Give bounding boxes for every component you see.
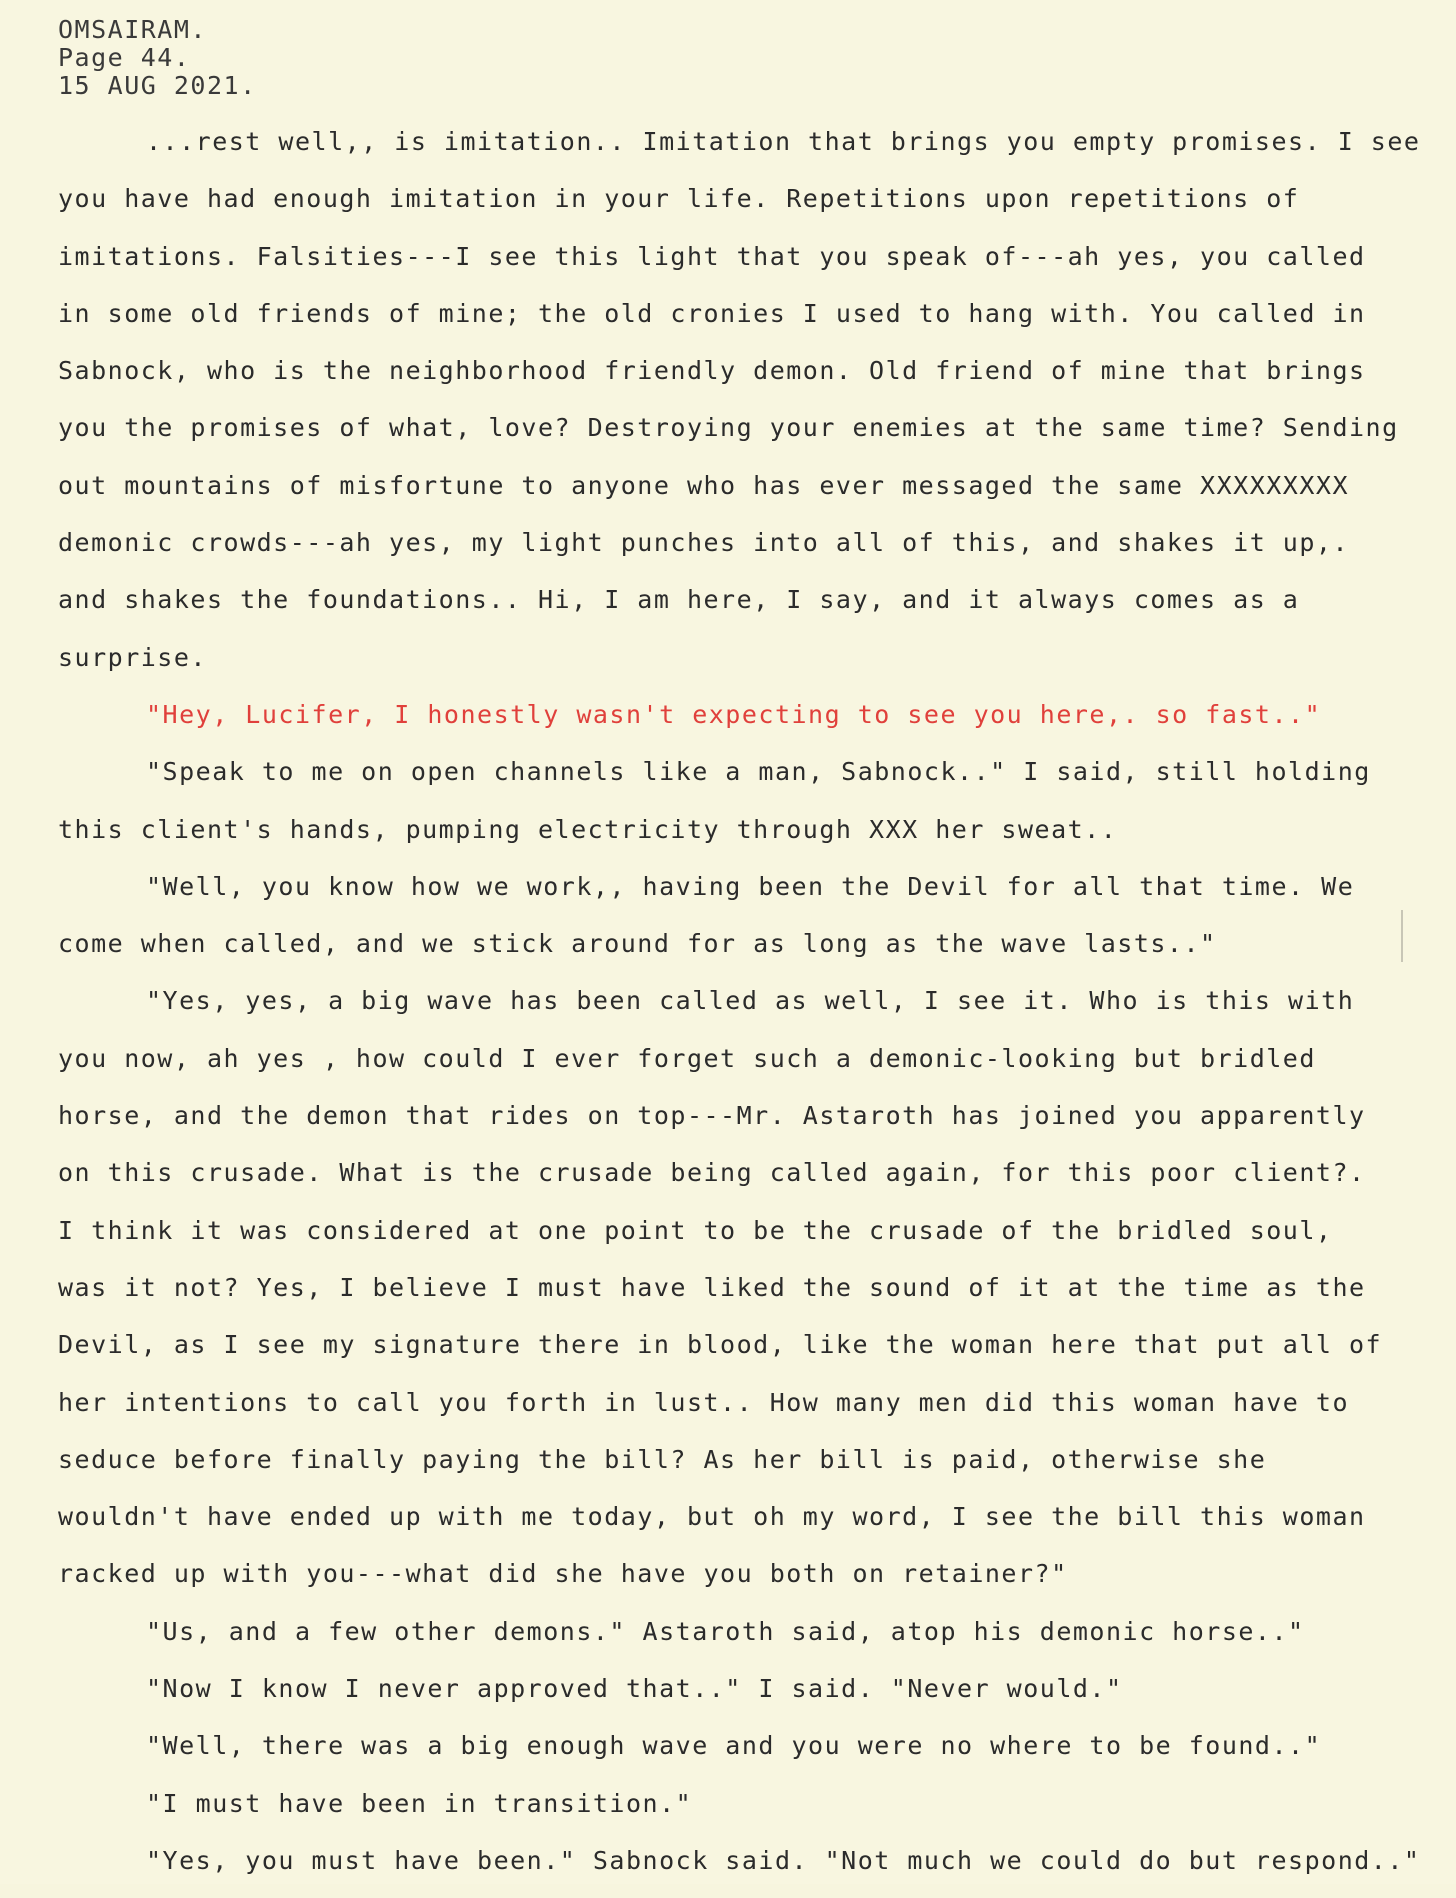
text-line: wouldn't have ended up with me today, but oh my word, I see the bill this woman [58,1502,1366,1532]
text-line: racked up with you---what did she have you both on retainer?" [58,1559,1068,1589]
text-line: imitations. Falsities---I see this light that you speak of---ah yes, you called [58,241,1366,271]
text-line: demonic crowds---ah yes, my light punches into all of this, and shakes it up,. [58,528,1349,558]
text-line: in some old friends of mine; the old cronies I used to hang with. You called in [58,298,1366,328]
text-line: you the promises of what, love? Destroying your enemies at the same time? Sending [58,413,1399,443]
margin-pencil-mark [1401,910,1403,962]
text-line: "Well, there was a big enough wave and you were no where to be found.." [146,1731,1322,1761]
text-line: Devil, as I see my signature there in blood, like the woman here that put all of [58,1330,1383,1360]
text-line: "Speak to me on open channels like a man, Sabnock.." I said, still holding [146,757,1371,787]
text-line: you have had enough imitation in your life. Repetitions upon repetitions of [58,184,1300,214]
text-line: "Yes, you must have been." Sabnock said. "Not much we could do but respond.." [146,1845,1421,1875]
text-line: out mountains of misfortune to anyone who has ever messaged the same XXXXXXXXX [58,470,1349,500]
text-line: seduce before finally paying the bill? As her bill is paid, otherwise she [58,1444,1267,1474]
text-line: was it not? Yes, I believe I must have liked the sound of it at the time as the [58,1272,1366,1302]
text-line: Sabnock, who is the neighborhood friendly demon. Old friend of mine that brings [58,356,1366,386]
text-line: you now, ah yes , how could I ever forget such a demonic-looking but bridled [58,1043,1316,1073]
header-date: 15 AUG 2021. [58,71,257,100]
text-line: this client's hands, pumping electricity through XXX her sweat.. [58,814,1118,844]
text-line: "I must have been in transition." [146,1788,693,1818]
header-title: OMSAIRAM. [58,15,207,44]
text-line: "Now I know I never approved that.." I said. "Never would." [146,1674,1123,1704]
text-line: on this crusade. What is the crusade being called again, for this poor client?. [58,1158,1366,1188]
text-line: "Well, you know how we work,, having been the Devil for all that time. We [146,871,1355,901]
text-line: horse, and the demon that rides on top---Mr. Astaroth has joined you apparently [58,1101,1366,1131]
text-line: "Us, and a few other demons." Astaroth said, atop his demonic horse.." [146,1616,1305,1646]
text-line: her intentions to call you forth in lust.. How many men did this woman have to [58,1387,1349,1417]
text-line: "Yes, yes, a big wave has been called as well, I see it. Who is this with [146,986,1355,1016]
page-body [58,122,1448,1898]
text-line: come when called, and we stick around for as long as the wave lasts.." [58,929,1217,959]
red-dialogue-line: "Hey, Lucifer, I honestly wasn't expecting to see you here,. so fast.." [146,699,1322,729]
text-line: surprise. [58,642,207,672]
page-header [58,16,257,100]
text-line: ...rest well,, is imitation.. Imitation that brings you empty promises. I see [146,127,1421,156]
text-line: I think it was considered at one point to be the crusade of the bridled soul, [58,1215,1333,1245]
header-page-number: Page 44. [58,43,191,72]
text-line: and shakes the foundations.. Hi, I am here, I say, and it always comes as a [58,585,1300,615]
